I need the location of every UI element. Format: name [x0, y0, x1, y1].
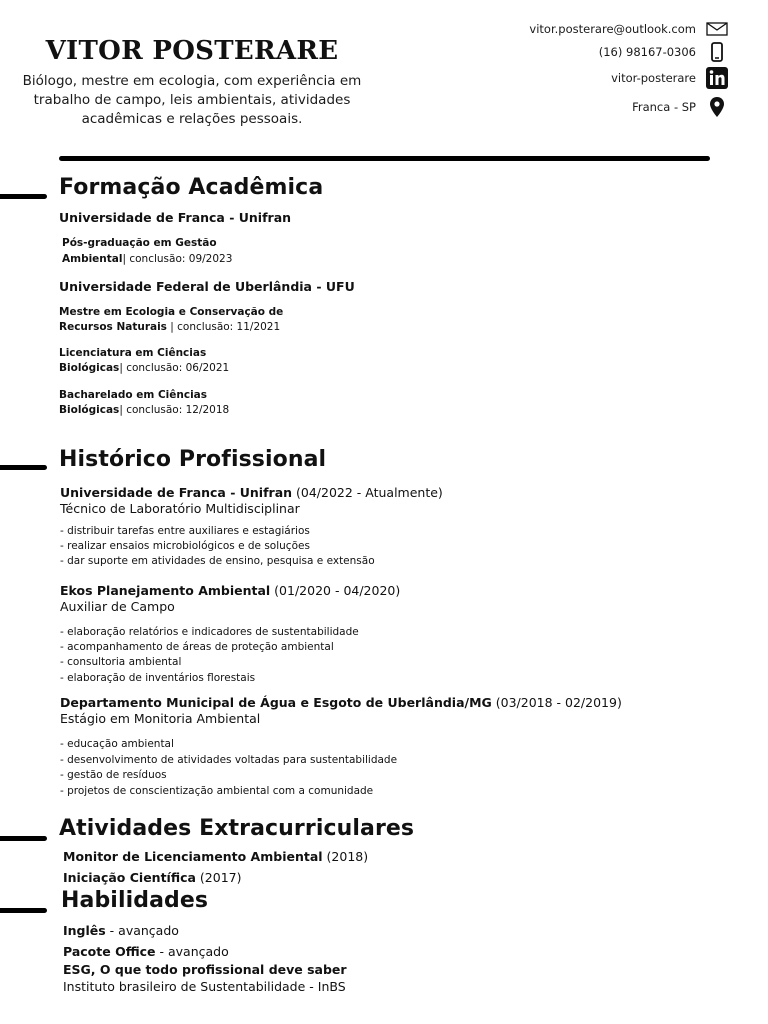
skill-level: - avançado [155, 944, 229, 959]
skill-item [63, 944, 229, 960]
job-1-company: Universidade de Franca - Unifran [60, 485, 293, 500]
institution-ufu: Universidade Federal de Uberlândia - UFU [59, 279, 355, 294]
phone-icon [706, 41, 728, 63]
activity-year: (2018) [322, 849, 369, 864]
job-2-task: - elaboração relatórios e indicadores de sustentabilidade [60, 626, 359, 638]
job-3-period: (03/2018 - 02/2019) [491, 695, 622, 710]
location-text: Franca - SP [632, 100, 696, 114]
job-2-task: - consultoria ambiental [60, 656, 182, 668]
job-1-task: - dar suporte em atividades de ensino, pesquisa e extensão [60, 555, 375, 567]
skill-item [63, 923, 179, 939]
job-3-task: - desenvolvimento de atividades voltadas para sustentabilidade [60, 754, 398, 766]
degree-masters-date: | conclusão: 11/2021 [166, 321, 281, 333]
candidate-name: VITOR POSTERARE [45, 36, 339, 66]
location-pin-icon [706, 96, 728, 118]
job-2-company: Ekos Planejamento Ambiental [60, 583, 271, 598]
activity-name: Monitor de Licenciamento Ambiental [63, 849, 323, 864]
degree-licenciatura-line2 [59, 361, 229, 377]
institution-unifran: Universidade de Franca - Unifran [59, 210, 292, 225]
education-section-title: Formação Acadêmica [59, 175, 324, 200]
activity-item [63, 870, 242, 886]
job-1-task: - realizar ensaios microbiológicos e de soluções [60, 540, 310, 552]
job-2-role: Auxiliar de Campo [60, 599, 175, 614]
degree-licenciatura-line1: Licenciatura em Ciências [59, 347, 207, 359]
email-text[interactable]: vitor.posterare@outlook.com [529, 22, 696, 36]
contact-location-row [632, 97, 728, 117]
job-2-period: (01/2020 - 04/2020) [270, 583, 401, 598]
experience-section-title: Histórico Profissional [59, 447, 327, 472]
contact-email-row [529, 19, 728, 39]
degree-bacharelado-date: | conclusão: 12/2018 [119, 404, 230, 416]
activity-name: Iniciação Científica [63, 870, 196, 885]
activity-year: (2017) [195, 870, 242, 885]
job-3-task: - gestão de resíduos [60, 769, 167, 781]
job-3-role: Estágio em Monitoria Ambiental [60, 711, 261, 726]
linkedin-text[interactable]: vitor-posterare [611, 71, 696, 85]
degree-masters-line1: Mestre em Ecologia e Conservação de [59, 306, 284, 318]
job-2-header [60, 583, 400, 599]
job-2-task: - elaboração de inventários florestais [60, 672, 256, 684]
job-1-period: (04/2022 - Atualmente) [292, 485, 443, 500]
degree-postgrad-date: | conclusão: 09/2023 [122, 253, 233, 265]
job-1-task: - distribuir tarefas entre auxiliares e estagiários [60, 525, 310, 537]
skill-name: Pacote Office [63, 944, 156, 959]
degree-licenciatura-name-end: Biológicas [59, 362, 120, 374]
job-1-role: Técnico de Laboratório Multidisciplinar [60, 501, 300, 516]
degree-masters-line2 [59, 320, 280, 336]
skill-level: - avançado [105, 923, 179, 938]
degree-bacharelado-line2 [59, 403, 229, 419]
activity-item [63, 849, 368, 865]
section-marker [0, 194, 47, 199]
degree-bacharelado-line1: Bacharelado em Ciências [59, 389, 208, 401]
skills-section-title: Habilidades [61, 888, 209, 913]
mail-icon [706, 18, 728, 40]
extracurricular-section-title: Atividades Extracurriculares [59, 816, 415, 841]
course-title: ESG, O que todo profissional deve saber [63, 962, 347, 977]
phone-text[interactable]: (16) 98167-0306 [598, 45, 696, 59]
job-3-company: Departamento Municipal de Água e Esgoto de Uberlândia/MG [60, 695, 492, 710]
job-3-task: - educação ambiental [60, 738, 174, 750]
skill-name: Inglês [63, 923, 106, 938]
job-3-header [60, 695, 622, 711]
section-marker [0, 836, 47, 841]
header-divider [59, 156, 710, 161]
degree-postgrad-name-end: Ambiental [62, 253, 123, 265]
linkedin-icon[interactable] [706, 67, 728, 89]
degree-licenciatura-date: | conclusão: 06/2021 [119, 362, 230, 374]
profile-summary: Biólogo, mestre em ecologia, com experiência em trabalho de campo, leis ambientais, atividades acadêmicas e relações pessoais. [22, 73, 362, 127]
degree-masters-name-end: Recursos Naturais [59, 321, 167, 333]
course-institution: Instituto brasileiro de Sustentabilidade - InBS [63, 979, 346, 994]
section-marker [0, 465, 47, 470]
degree-postgrad-line1: Pós-graduação em Gestão [62, 237, 217, 249]
degree-bacharelado-name-end: Biológicas [59, 404, 120, 416]
section-marker [0, 908, 47, 913]
job-1-header [60, 485, 443, 501]
job-2-task: - acompanhamento de áreas de proteção ambiental [60, 641, 334, 653]
contact-linkedin-row [611, 68, 728, 88]
contact-phone-row [599, 42, 728, 62]
degree-postgrad-line2 [62, 252, 232, 268]
job-3-task: - projetos de conscientização ambiental com a comunidade [60, 785, 374, 797]
